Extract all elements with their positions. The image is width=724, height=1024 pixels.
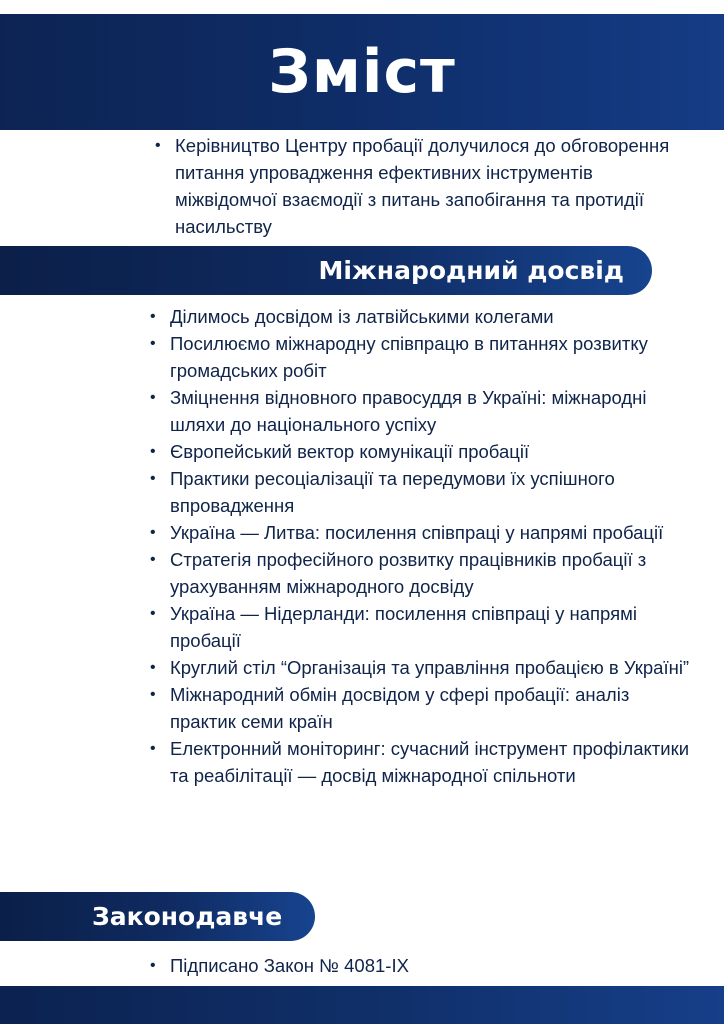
list-item: • Електронний моніторинг: сучасний інструмент профілактики та реабілітації — досвід міжнародної спільноти <box>150 735 695 789</box>
page-title: Зміст <box>268 37 456 107</box>
list-item: • Міжнародний обмін досвідом у сфері пробації: аналіз практик семи країн <box>150 681 695 735</box>
list-item: • Керівництво Центру пробації долучилося до обговорення питання упровадження ефективних інструментів міжвідомчої взаємодії з питань запобігання та протидії насильству <box>155 132 675 240</box>
list-item: • Україна — Нідерланди: посилення співпраці у напрямі пробації <box>150 600 695 654</box>
list-item: • Стратегія професійного розвитку працівників пробації з урахуванням міжнародного досвіду <box>150 546 695 600</box>
section-header-legislation: Законодавче <box>0 892 315 941</box>
list-item: • Практики ресоціалізації та передумови їх успішного впровадження <box>150 465 695 519</box>
list-item: • Зміцнення відновного правосуддя в Україні: міжнародні шляхи до національного успіху <box>150 384 695 438</box>
section-header-international: Міжнародний досвід <box>0 246 652 295</box>
footer-band <box>0 986 724 1024</box>
list-item: • Ділимось досвідом із латвійськими колегами <box>150 303 695 330</box>
list-item: • Круглий стіл “Організація та управління пробацією в Україні” <box>150 654 695 681</box>
top-margin <box>0 0 724 14</box>
list-item: • Посилюємо міжнародну співпрацю в питаннях розвитку громадських робіт <box>150 330 695 384</box>
list-item: • Підписано Закон № 4081-IX <box>150 952 690 979</box>
legislation-list <box>150 952 690 979</box>
list-item: • Україна — Литва: посилення співпраці у напрямі пробації <box>150 519 695 546</box>
intro-list <box>155 132 675 240</box>
title-banner <box>0 14 724 130</box>
international-list <box>150 303 695 789</box>
list-item: • Європейський вектор комунікації пробації <box>150 438 695 465</box>
